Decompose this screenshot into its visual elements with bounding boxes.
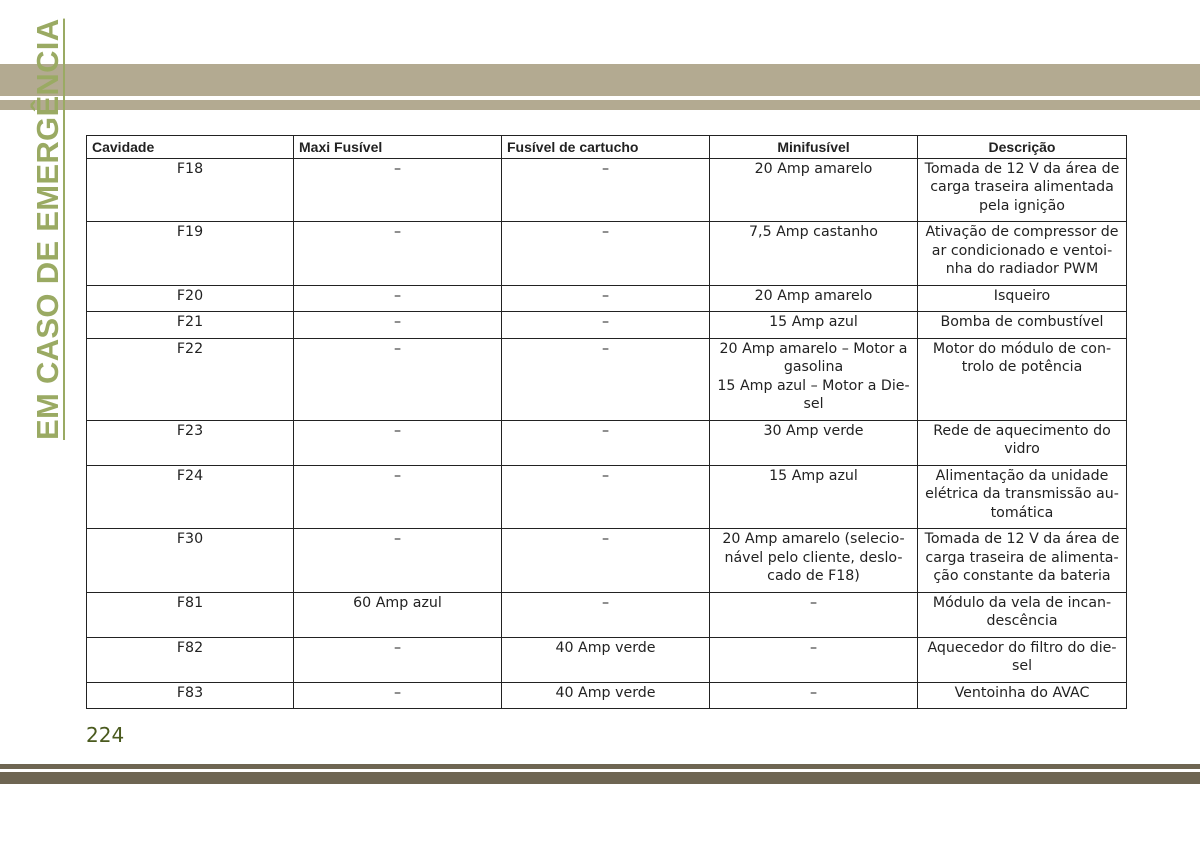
table-row [87, 312, 1127, 339]
table-header-row [87, 136, 1127, 159]
cell-description: Aquecedor do filtro do die-sel [918, 637, 1127, 682]
cell-maxi-fuse: – [294, 637, 502, 682]
column-header-description: Descrição [918, 136, 1127, 159]
cell-cavity: F18 [87, 158, 294, 222]
table-row [87, 158, 1127, 222]
table-row [87, 338, 1127, 420]
table-row [87, 285, 1127, 312]
cell-description: Módulo da vela de incan-descência [918, 592, 1127, 637]
cell-maxi-fuse: – [294, 222, 502, 286]
table-row [87, 592, 1127, 637]
page-number: 224 [86, 723, 125, 747]
cell-cavity: F81 [87, 592, 294, 637]
cell-maxi-fuse: – [294, 465, 502, 529]
cell-description: Ventoinha do AVAC [918, 682, 1127, 709]
footer-stripe [0, 764, 1200, 769]
cell-cartridge-fuse: – [502, 338, 710, 420]
section-title: EM CASO DE EMERGÊNCIA [30, 18, 65, 440]
cell-mini-fuse: – [710, 682, 918, 709]
cell-cartridge-fuse: – [502, 592, 710, 637]
cell-maxi-fuse: – [294, 312, 502, 339]
table-row [87, 682, 1127, 709]
cell-cartridge-fuse: – [502, 420, 710, 465]
cell-cartridge-fuse: – [502, 158, 710, 222]
cell-cavity: F23 [87, 420, 294, 465]
cell-mini-fuse: – [710, 637, 918, 682]
cell-mini-fuse: 20 Amp amarelo – Motor a gasolina 15 Amp azul – Motor a Die-sel [710, 338, 918, 420]
cell-maxi-fuse: 60 Amp azul [294, 592, 502, 637]
column-header-cavity: Cavidade [87, 136, 294, 159]
cell-cavity: F82 [87, 637, 294, 682]
header-band [0, 64, 1200, 96]
cell-mini-fuse: 20 Amp amarelo [710, 285, 918, 312]
cell-description: Rede de aquecimento do vidro [918, 420, 1127, 465]
table-body [87, 158, 1127, 709]
cell-maxi-fuse: – [294, 338, 502, 420]
cell-cavity: F30 [87, 529, 294, 593]
cell-cavity: F22 [87, 338, 294, 420]
cell-mini-fuse: 30 Amp verde [710, 420, 918, 465]
column-header-maxi-fuse: Maxi Fusível [294, 136, 502, 159]
cell-cavity: F83 [87, 682, 294, 709]
cell-description: Bomba de combustível [918, 312, 1127, 339]
table-row [87, 420, 1127, 465]
cell-maxi-fuse: – [294, 529, 502, 593]
cell-description: Tomada de 12 V da área de carga traseira de alimenta-ção constante da bateria [918, 529, 1127, 593]
table-row [87, 637, 1127, 682]
cell-cartridge-fuse: – [502, 285, 710, 312]
cell-description: Ativação de compressor de ar condicionado e ventoi-nha do radiador PWM [918, 222, 1127, 286]
cell-description: Alimentação da unidade elétrica da transmissão au-tomática [918, 465, 1127, 529]
cell-mini-fuse: – [710, 592, 918, 637]
cell-cartridge-fuse: 40 Amp verde [502, 682, 710, 709]
cell-maxi-fuse: – [294, 682, 502, 709]
cell-cavity: F20 [87, 285, 294, 312]
cell-cartridge-fuse: 40 Amp verde [502, 637, 710, 682]
cell-maxi-fuse: – [294, 420, 502, 465]
column-header-cartridge-fuse: Fusível de cartucho [502, 136, 710, 159]
cell-maxi-fuse: – [294, 285, 502, 312]
cell-cartridge-fuse: – [502, 465, 710, 529]
cell-mini-fuse: 7,5 Amp castanho [710, 222, 918, 286]
cell-cavity: F21 [87, 312, 294, 339]
table-row [87, 222, 1127, 286]
cell-description: Tomada de 12 V da área de carga traseira alimentada pela ignição [918, 158, 1127, 222]
table-row [87, 465, 1127, 529]
fuse-table [86, 135, 1127, 709]
cell-cavity: F24 [87, 465, 294, 529]
column-header-mini-fuse: Minifusível [710, 136, 918, 159]
cell-cartridge-fuse: – [502, 529, 710, 593]
cell-cavity: F19 [87, 222, 294, 286]
cell-description: Motor do módulo de con-trolo de potência [918, 338, 1127, 420]
cell-cartridge-fuse: – [502, 222, 710, 286]
footer-band [0, 772, 1200, 784]
header-stripe [0, 100, 1200, 110]
cell-mini-fuse: 15 Amp azul [710, 465, 918, 529]
cell-mini-fuse: 20 Amp amarelo [710, 158, 918, 222]
cell-description: Isqueiro [918, 285, 1127, 312]
cell-mini-fuse: 15 Amp azul [710, 312, 918, 339]
cell-maxi-fuse: – [294, 158, 502, 222]
table-row [87, 529, 1127, 593]
cell-cartridge-fuse: – [502, 312, 710, 339]
cell-mini-fuse: 20 Amp amarelo (selecio-nável pelo cliente, deslo-cado de F18) [710, 529, 918, 593]
